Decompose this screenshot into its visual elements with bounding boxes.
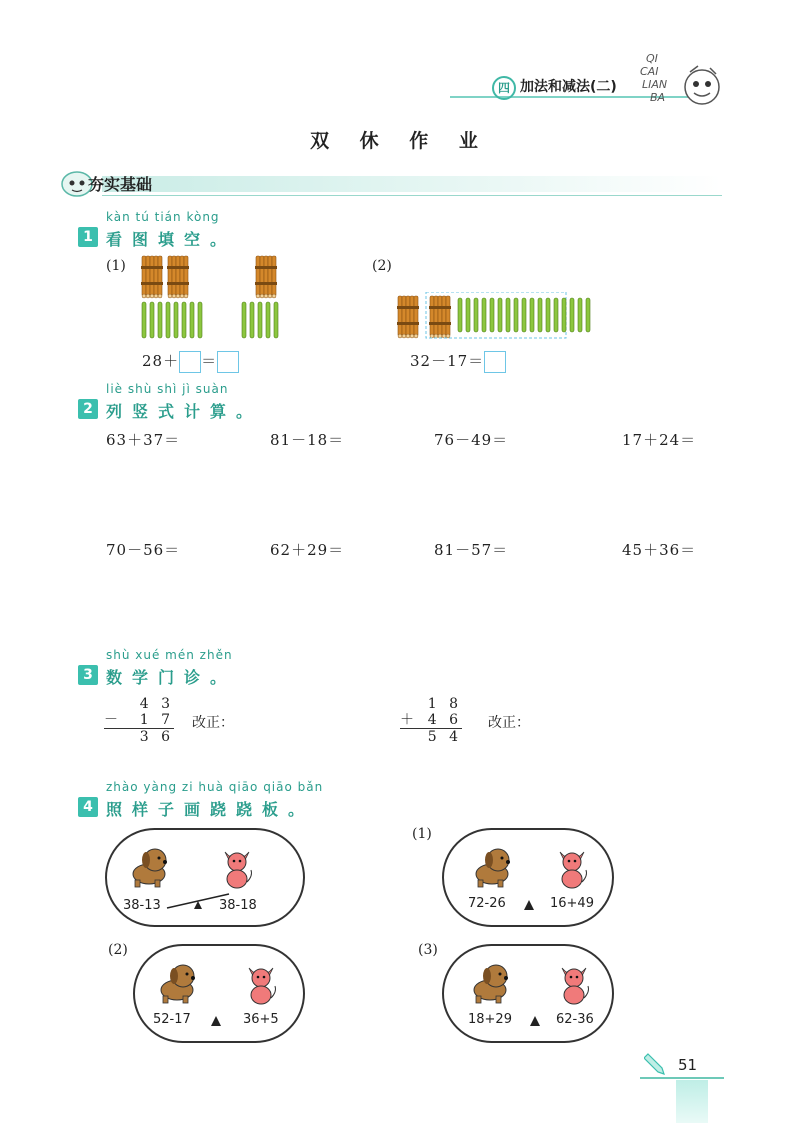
logo-letter-lian: LIAN <box>642 78 668 91</box>
dog-icon <box>125 846 173 888</box>
stick-icon <box>242 302 246 338</box>
q2-exercise: 17＋24＝ <box>622 431 697 449</box>
cat-icon <box>556 962 592 1006</box>
stick-icon <box>482 298 486 332</box>
stick-icon <box>466 298 470 332</box>
stick-icon <box>546 298 550 332</box>
sticks-group-1 <box>138 298 288 342</box>
stick-icon <box>586 298 590 332</box>
q3-pinyin: shù xué mén zhěn <box>106 648 233 662</box>
q3-number: 3 <box>78 665 98 685</box>
left-expression: 72-26 <box>468 896 506 911</box>
left-expression: 18+29 <box>468 1012 512 1027</box>
q4-part2-label: (2) <box>108 942 128 958</box>
section-band <box>102 176 722 192</box>
bundles-group-1 <box>138 252 218 304</box>
logo-letter-qi: QI <box>646 52 658 65</box>
stick-icon <box>530 298 534 332</box>
right-expression: 38-18 <box>219 898 257 913</box>
stick-icon <box>514 298 518 332</box>
answer-box[interactable] <box>179 351 201 373</box>
calc-b-top: 1 8 <box>427 696 462 712</box>
stick-icon <box>150 302 154 338</box>
stick-icon <box>142 302 146 338</box>
stick-icon <box>274 302 278 338</box>
section-rule <box>102 195 722 196</box>
cat-icon <box>243 962 279 1006</box>
stick-icon <box>578 298 582 332</box>
seesaw-part-3[interactable] <box>442 944 614 1043</box>
stick-icon <box>174 302 178 338</box>
q2-exercise: 63＋37＝ <box>106 431 181 449</box>
dog-icon <box>468 846 516 888</box>
stick-bundle-icon <box>429 296 451 338</box>
stick-bundle-icon <box>167 256 189 298</box>
stick-icon <box>506 298 510 332</box>
stick-icon <box>166 302 170 338</box>
cat-icon <box>219 846 255 890</box>
stick-icon <box>182 302 186 338</box>
q1-part2-label: (2) <box>372 258 392 274</box>
stick-icon <box>570 298 574 332</box>
q2-exercise: 81－57＝ <box>434 541 509 559</box>
stick-bundle-icon <box>141 256 163 298</box>
calc-b-mid: 4 6 <box>427 712 462 728</box>
calc-a-result: 3 6 <box>104 728 174 745</box>
stick-icon <box>490 298 494 332</box>
dog-icon <box>153 962 201 1004</box>
q2-pinyin: liè shù shì jì suàn <box>106 382 229 396</box>
chapter-title: 加法和减法(二) <box>520 79 617 95</box>
fulcrum-icon <box>211 1016 221 1026</box>
bundles-and-sticks-group <box>396 292 596 340</box>
q1-part1-label: (1) <box>106 258 126 274</box>
stick-icon <box>458 298 462 332</box>
pencil-icon <box>644 1050 666 1076</box>
section-header <box>62 170 722 198</box>
q4-title: 照样子画跷跷板。 <box>106 800 315 819</box>
dog-icon <box>466 962 514 1004</box>
calc-b-result: 5 4 <box>400 728 462 745</box>
q1-part2-eq-start: 32－17＝ <box>410 352 485 370</box>
q2-exercise: 81－18＝ <box>270 431 345 449</box>
answer-box[interactable] <box>484 351 506 373</box>
stick-icon <box>198 302 202 338</box>
q2-exercise: 76－49＝ <box>434 431 509 449</box>
q1-part2-equation <box>410 350 506 373</box>
seesaw-part-2[interactable] <box>133 944 305 1043</box>
q2-exercise: 45＋36＝ <box>622 541 697 559</box>
stick-icon <box>250 302 254 338</box>
q4-pinyin: zhào yàng zi huà qiāo qiāo bǎn <box>106 780 324 794</box>
stick-icon <box>562 298 566 332</box>
q4-part1-label: (1) <box>412 826 432 842</box>
vertical-calc-b <box>400 696 462 745</box>
calc-a-operator: － <box>104 712 122 728</box>
right-expression: 36+5 <box>243 1012 279 1027</box>
q1-pinyin: kàn tú tián kòng <box>106 210 220 224</box>
stick-icon <box>522 298 526 332</box>
stick-bundle-icon <box>255 256 277 298</box>
q4-part3-label: (3) <box>418 942 438 958</box>
stick-icon <box>538 298 542 332</box>
seesaw-part-1[interactable] <box>442 828 614 927</box>
stick-icon <box>498 298 502 332</box>
calc-a-mid: 1 7 <box>139 712 174 728</box>
stick-icon <box>474 298 478 332</box>
vertical-calc-a <box>104 696 174 745</box>
footer-rule <box>640 1077 724 1079</box>
correction-label: 改正： <box>488 715 530 731</box>
q1-part1-eq-equals: ＝ <box>201 352 218 370</box>
stick-icon <box>158 302 162 338</box>
logo-letter-cai: CAI <box>640 65 659 78</box>
logo-letters <box>638 52 667 104</box>
stick-icon <box>554 298 558 332</box>
correction-label: 改正： <box>192 715 234 731</box>
q1-part1-eq-start: 28＋ <box>142 352 180 370</box>
q1-part1-equation <box>142 350 239 373</box>
calc-a-top: 4 3 <box>139 696 174 712</box>
q2-number: 2 <box>78 399 98 419</box>
stick-bundle-icon <box>397 296 419 338</box>
q2-title: 列竖式计算。 <box>106 402 263 421</box>
logo-letter-ba: BA <box>650 91 666 104</box>
right-expression: 62-36 <box>556 1012 594 1027</box>
left-expression: 52-17 <box>153 1012 191 1027</box>
chapter-badge: 四 <box>492 76 516 100</box>
answer-box[interactable] <box>217 351 239 373</box>
q2-exercise: 62＋29＝ <box>270 541 345 559</box>
q2-exercise: 70－56＝ <box>106 541 181 559</box>
page-number: 51 <box>678 1056 698 1074</box>
left-expression: 38-13 <box>123 898 161 913</box>
mascot-icon <box>680 62 726 108</box>
stick-icon <box>266 302 270 338</box>
fulcrum-icon <box>524 900 534 910</box>
q1-number: 1 <box>78 227 98 247</box>
q3-title: 数学门诊。 <box>106 668 237 687</box>
calc-b-operator: ＋ <box>400 712 418 728</box>
bundles-group-2 <box>248 252 288 304</box>
q4-number: 4 <box>78 797 98 817</box>
right-expression: 16+49 <box>550 896 594 911</box>
cat-icon <box>554 846 590 890</box>
fulcrum-icon <box>530 1016 540 1026</box>
page-title: 双 休 作 业 <box>310 130 490 152</box>
stick-icon <box>190 302 194 338</box>
section-label: 夯实基础 <box>88 175 153 194</box>
page-tab <box>676 1080 708 1123</box>
q1-title: 看图填空。 <box>106 230 237 249</box>
stick-icon <box>258 302 262 338</box>
seesaw-example <box>105 828 305 927</box>
